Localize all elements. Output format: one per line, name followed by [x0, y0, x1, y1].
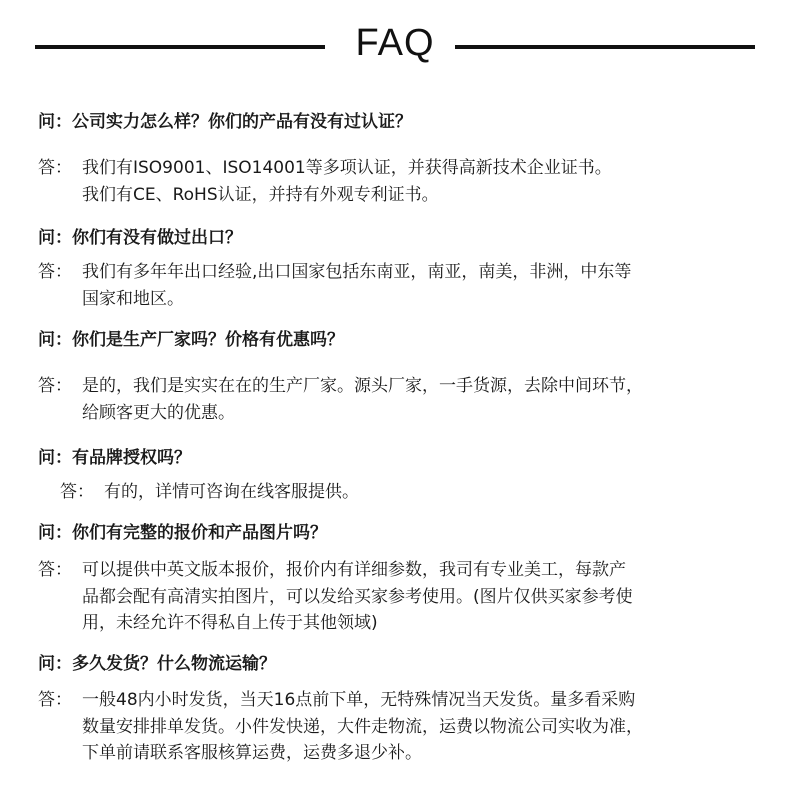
faq-answer-6 — [38, 687, 643, 767]
answer-line: 品都会配有高清实拍图片，可以发给买家参考使用。(图片仅供买家参考使 — [82, 586, 633, 607]
faq-question-3 — [38, 328, 344, 352]
answer-prefix: 答： — [38, 262, 72, 282]
faq-answer-5 — [38, 557, 633, 637]
question-prefix: 问： — [38, 448, 72, 468]
faq-question-5 — [38, 521, 327, 545]
answer-line: 一般48内小时发货，当天16点前下单，无特殊情况当天发货。量多看采购 — [82, 690, 636, 710]
answer-line: 有的，详情可咨询在线客服提供。 — [104, 482, 359, 502]
question-text: 你们有没有做过出口？ — [72, 228, 242, 248]
answer-line: 我们有多年年出口经验,出口国家包括东南亚，南亚，南美，非洲，中东等 — [82, 262, 632, 282]
answer-prefix: 答： — [38, 376, 72, 396]
question-text: 你们是生产厂家吗？价格有优惠吗？ — [72, 330, 344, 350]
answer-prefix: 答： — [60, 482, 94, 502]
question-prefix: 问： — [38, 228, 72, 248]
faq-question-2 — [38, 226, 242, 250]
faq-question-1 — [38, 110, 412, 134]
answer-prefix: 答： — [38, 690, 72, 710]
question-prefix: 问： — [38, 330, 72, 350]
page-title: FAQ — [355, 22, 435, 64]
faq-answer-1 — [38, 155, 612, 208]
faq-question-6 — [38, 652, 276, 676]
answer-prefix: 答： — [38, 560, 72, 580]
question-text: 你们有完整的报价和产品图片吗？ — [72, 523, 327, 543]
title-rule-right — [455, 45, 755, 49]
answer-line: 我们有CE、RoHS认证，并持有外观专利证书。 — [82, 184, 439, 205]
question-prefix: 问： — [38, 654, 72, 674]
answer-line: 给顾客更大的优惠。 — [82, 402, 235, 423]
question-text: 多久发货？什么物流运输？ — [72, 654, 276, 674]
answer-line: 数量安排排单发货。小件发快递，大件走物流，运费以物流公司实收为准， — [82, 716, 643, 737]
question-prefix: 问： — [38, 112, 72, 132]
question-text: 公司实力怎么样？你们的产品有没有过认证？ — [72, 112, 412, 132]
faq-question-4 — [38, 446, 191, 470]
question-prefix: 问： — [38, 523, 72, 543]
answer-line: 我们有ISO9001、ISO14001等多项认证，并获得高新技术企业证书。 — [82, 158, 612, 178]
answer-line: 用，未经允许不得私自上传于其他领域) — [82, 613, 378, 633]
answer-line: 是的，我们是实实在在的生产厂家。源头厂家，一手货源，去除中间环节， — [82, 376, 643, 396]
faq-answer-3 — [38, 373, 643, 426]
faq-answer-2 — [38, 259, 631, 312]
answer-prefix: 答： — [38, 158, 72, 178]
faq-answer-4 — [60, 479, 359, 506]
answer-line: 可以提供中英文版本报价，报价内有详细参数，我司有专业美工，每款产 — [82, 560, 626, 580]
answer-line: 国家和地区。 — [82, 288, 184, 309]
answer-line: 下单前请联系客服核算运费，运费多退少补。 — [82, 743, 422, 763]
question-text: 有品牌授权吗？ — [72, 448, 191, 468]
